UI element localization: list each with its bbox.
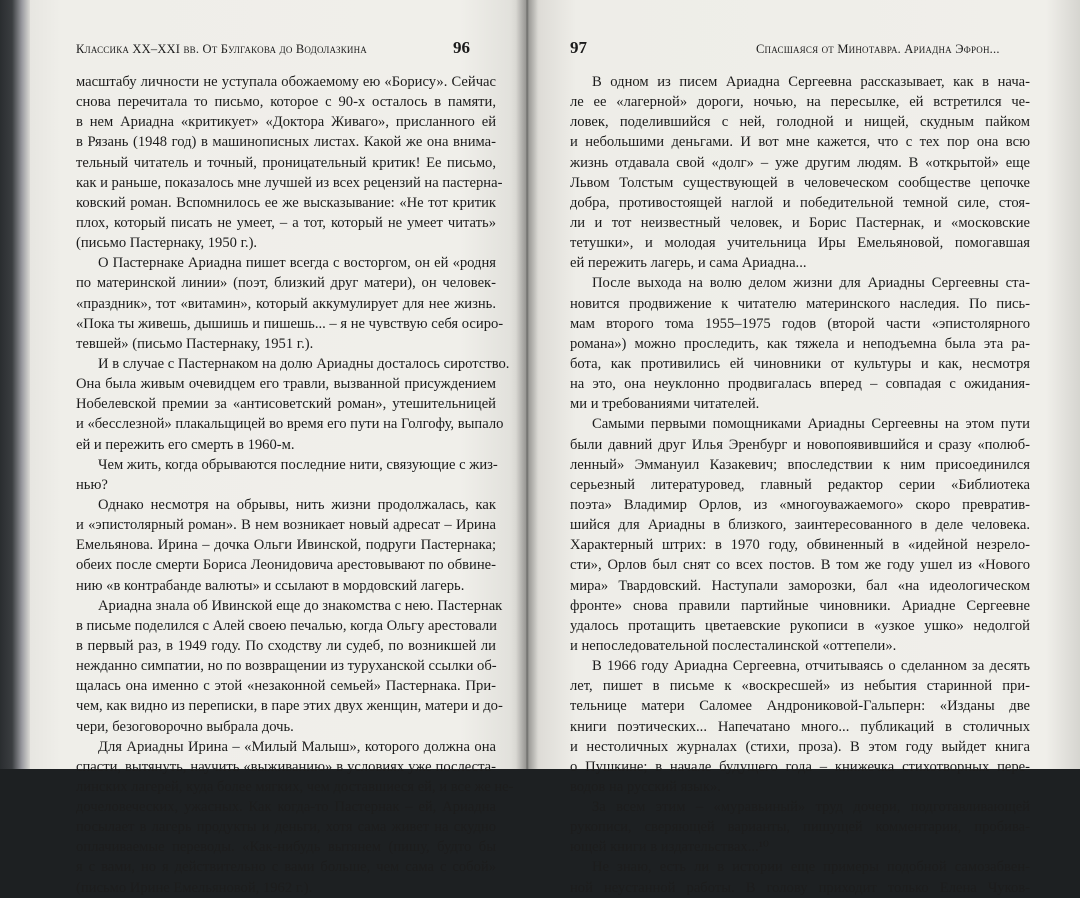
running-head-right: Спасшаяся от Минотавра. Ариадна Эфрон... — [756, 42, 1000, 56]
text-line: масштабу личности не уступала обожаемому ею «Борису». Сейчас — [76, 74, 496, 90]
text-line: бота, как противились ей чиновники от культуры и как, несмотря — [570, 355, 1030, 372]
text-line: шийся для Ариадны в близкого, заинтересованного в деле человека. — [570, 517, 1030, 534]
text-line: и «бесслезной» плакальщицей во время его пути на Голгофу, выпало — [76, 416, 504, 433]
text-line: новится продвижение к читателю материнского наследия. По пись- — [570, 295, 1030, 312]
text-line: ми и требованиями читателей. — [570, 396, 760, 413]
text-line: Ариадна знала об Ивинской еще до знакомства с нею. Пастернак — [98, 597, 503, 614]
text-line: Емельянова. Ирина – дочка Ольги Ивинской, подруги Пастернака; — [76, 537, 496, 554]
text-line: и непоследовательной послесталинской «оттепели». — [570, 637, 897, 654]
text-line: нию «в контрабанде валюты» и ссылают в мордовский лагерь. — [76, 577, 465, 594]
text-line: водов на русский язык». — [570, 778, 721, 795]
text-line: я с вами, но я действительно с вами больше, чем сама с собой» — [76, 859, 496, 876]
text-line: чери, безоговорочно выбрала дочь. — [76, 718, 294, 735]
left-page — [30, 0, 526, 896]
text-line: Характерный штрих: в 1970 году, обвиненный в «идейной незрело- — [570, 537, 1030, 554]
text-line: тевшей» (письмо Пастернаку, 1951 г.). — [76, 335, 314, 352]
text-line: Для Ариадны Ирина – «Милый Малыш», которого должна она — [98, 738, 496, 755]
text-line: ковский роман. Вспомнилось ее же высказывание: «Не тот критик — [76, 194, 496, 211]
text-line: в письме поделился с Алей своею печалью, когда Ольгу арестовали — [76, 617, 497, 634]
text-line: Львом Толстым существующей в человеческом сообществе цепочке — [570, 174, 1030, 191]
text-line: спасти, вытянуть, научить «выживанию» в условиях уже послеста- — [76, 758, 496, 775]
text-line: в нем Ариадна «критикует» «Доктора Живаго», присланного ей — [76, 114, 496, 131]
text-line: Нобелевской премии за «антисоветский роман», утешительницей — [76, 396, 496, 413]
text-line: фронте» снова правили партийные чиновники. Ариадне Сергеевне — [570, 597, 1030, 614]
right-page-text — [570, 72, 1030, 898]
text-line: ленный» Эммануил Казакевич; впоследствии к ним присоединился — [570, 456, 1030, 473]
text-line: тельный читатель и точный, проницательный критик! Ее письмо, — [76, 154, 496, 171]
text-line: В 1966 году Ариадна Сергеевна, отчитываясь о сделанном за десять — [592, 658, 1030, 675]
text-line: плох, который писать не умеет, – а тот, который не умеет читать» — [76, 214, 496, 231]
text-line: линских лагерей, куда более мягких, чем доставшиеся ей, и все же не- — [76, 778, 514, 795]
text-line: (письмо Ирине Емельяновой, 1962 г.). — [76, 879, 313, 896]
text-line: лет, пишет в письме к «воскресшей» из небытия старинной при- — [570, 678, 1030, 695]
text-line: ли и тот неизвестный человек, и Борис Пастернак, и «московские — [570, 214, 1030, 231]
text-line: Она была живым очевидцем его травли, вызванной присуждением — [76, 376, 496, 393]
text-line: и нестоличных журналах (стихи, проза). В этом году выйдет книга — [570, 738, 1030, 755]
text-line: мира» Твардовский. Наступали заморозки, бал «на идеологическом — [570, 577, 1030, 594]
text-line: «Пока ты живешь, дышишь и пишешь... – я не чувствую себя осиро- — [76, 315, 504, 332]
text-line: нежданно симпатии, но по возвращении из туруханской ссылки об- — [76, 658, 497, 675]
text-line: поэта» Владимир Орлов, из «многоуважаемого» скоро превратив- — [570, 496, 1030, 513]
text-line: Не знаю, есть ли в истории еще примеры подобной самозабвен- — [592, 859, 1030, 876]
text-line: чем, как видно из переписки, в паре этих двух женщин, матери и до- — [76, 698, 503, 715]
text-line: книги поэтических... Напечатано много... публикаций в столичных — [570, 718, 1030, 735]
text-line: ле ее «лагерной» дороги, ночью, на пересылке, ей встретился че- — [570, 94, 1030, 111]
text-line: Однако несмотря на обрывы, нить жизни продолжалась, как — [98, 496, 496, 513]
running-head-left: Классика XX–XXI вв. От Булгакова до Водолазкина — [76, 42, 368, 56]
page-number-left: 96 — [453, 38, 470, 57]
text-line: ющей книги в издательствах...¹⁰ — [570, 839, 769, 856]
right-page — [526, 0, 1080, 896]
text-line: Самыми первыми помощниками Ариадны Сергеевны на этом пути — [592, 416, 1030, 433]
text-line: снова перечитала то письмо, которое с 90-х осталось в памяти, — [76, 94, 496, 111]
text-line: были давний друг Илья Эренбург и новопоявившийся и сразу «полюб- — [570, 436, 1030, 453]
text-line: рукописи, сверяющей варианты, пишущей комментарии, пробива- — [570, 819, 1030, 836]
page-number-right: 97 — [570, 38, 587, 57]
text-line: мам второго тома 1955–1975 годов (второй части «эпистолярного — [570, 315, 1030, 332]
text-line: и «эпистолярный роман». В нем возникает новый адресат – Ирина — [76, 517, 496, 534]
text-line: нью? — [76, 476, 108, 493]
text-line: тетушки», и молодая учительница Иры Емельяновой, помогавшая — [570, 235, 1030, 252]
text-line: «праздник», тот «витамин», который аккумулирует для нее жизнь. — [76, 295, 496, 312]
text-line: ей пережить лагерь, и сама Ариадна... — [570, 255, 807, 272]
text-line: жизнь отдавала свой «долг» – уже другим людям. В «открытой» еще — [570, 154, 1030, 171]
text-line: тельнице матери Саломее Андрониковой-Гальперн: «Изданы две — [570, 698, 1030, 715]
text-line: добра, противостоящей наглой и победительной темной силе, стоя- — [570, 194, 1030, 211]
text-line: После выхода на волю делом жизни для Ариадны Сергеевны ста- — [592, 275, 1030, 292]
text-line: ной неустанной работы. В голову приходит только Елена Чуков- — [570, 879, 1030, 896]
text-line: на это, она неуклонно продвигалась вперед – совпадая с ожидания- — [570, 376, 1030, 393]
left-page-text — [76, 72, 514, 898]
text-line: удалось протащить цветаевские рукописи в «узкое ушко» недолгой — [570, 617, 1030, 634]
text-line: посылает в лагерь продукты и деньги, хотя сама живет на скудно — [76, 819, 496, 836]
text-line: обеих после смерти Бориса Леонидовича арестовывают по обвине- — [76, 557, 496, 574]
text-line: щалась она именно с этой «незаконной семьей» Пастернака. При- — [76, 678, 496, 695]
text-line: сти», Орлов был снят со всех постов. В том же году ушел из «Нового — [570, 557, 1030, 574]
text-line: (письмо Пастернаку, 1950 г.). — [76, 235, 258, 252]
text-line: серьезный литературовед, главный редактор серии «Библиотека — [570, 476, 1030, 493]
text-line: В одном из писем Ариадна Сергеевна рассказывает, как в нача- — [592, 74, 1030, 90]
text-line: ловек, поделившийся с ней, голодной и нищей, скудным пайком — [570, 114, 1030, 131]
text-line: За всем этим – «муравьиный» труд дочери, подготавливающей — [592, 799, 1030, 816]
text-line: Чем жить, когда обрываются последние нити, связующие с жиз- — [98, 456, 498, 473]
text-line: И в случае с Пастернаком на долю Ариадны досталось сиротство. — [98, 355, 510, 372]
text-line: по материнской линии» (поэт, близкий друг матери), он человек- — [76, 275, 496, 292]
text-line: в Рязань (1948 год) в машинописных листах. Какой же она внима- — [76, 134, 496, 151]
text-line: оплачиваемые переводы. «Как-нибудь вытянем (пишу, будто бы — [76, 839, 496, 856]
text-line: о Пушкине; в начале будущего года – книжечка стихотворных пере- — [570, 758, 1030, 775]
text-line: О Пастернаке Ариадна пишет всегда с восторгом, он ей «родня — [98, 255, 496, 272]
text-line: в первый раз, в 1949 году. По сходству ли судеб, по возникшей ли — [76, 637, 496, 654]
text-line: как и раньше, показалось мне лучшей из всех рецензий на пастерна- — [76, 174, 503, 191]
text-line: романа») можно проследить, как тяжела и неподъемна была эта ра- — [570, 335, 1030, 352]
text-line: дочеловеческих, ужасных. Как когда-то Пастернак – ей, Ариадна — [76, 799, 496, 816]
text-line: ей и пережить его смерть в 1960-м. — [76, 436, 295, 453]
text-line: и небольшими деньгами. И вот мне кажется, что с тех пор она всю — [570, 134, 1030, 151]
